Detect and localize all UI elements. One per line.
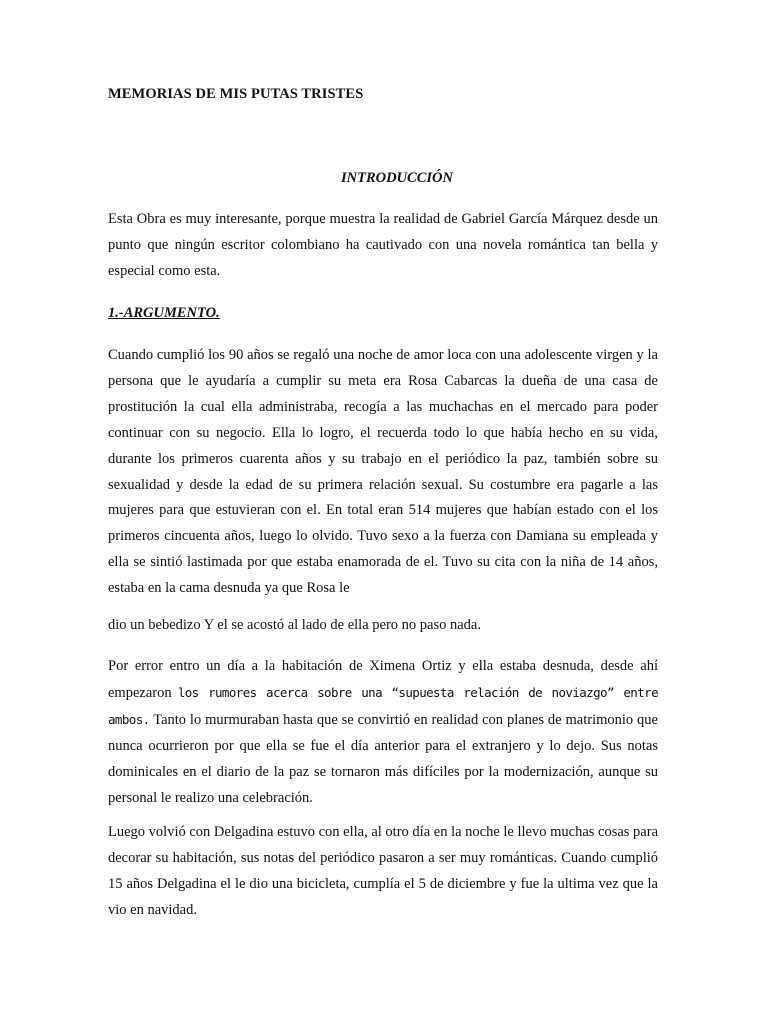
paragraph-3-end: Tanto lo murmuraban hasta que se convirtió en realidad con planes de matrimonio que nunca ocurrieron por que ella se fue el día anterior para el extranjero y lo dejo. Sus notas dominicales en el diario de la paz se tornaron más difíciles por la modernización, aunque su personal le realizo una celebración. [108, 711, 658, 806]
argument-paragraph-2: dio un bebedizo Y el se acostó al lado de ella pero no paso nada. [108, 617, 481, 633]
argument-paragraph-4: Luego volvió con Delgadina estuvo con ella, al otro día en la noche le llevo muchas cosas para decorar su habitación, sus notas del periódico pasaron a ser muy románticas. Cuando cumplió 15 años Delgadina el le dio una bicicleta, cumplía el 5 de diciembre y fue la ultima vez que la vio en navidad. [108, 824, 659, 918]
introduction-heading: INTRODUCCIÓN [341, 170, 453, 186]
argument-heading: 1.-ARGUMENTO. [108, 305, 220, 321]
document-title: MEMORIAS DE MIS PUTAS TRISTES [108, 86, 364, 102]
paragraph-3-start: Por error entro un día a la habitación de Ximena Ortiz y ella estaba desnuda, desde ahí empezaron [108, 658, 658, 701]
argument-paragraph-1: Cuando cumplió los 90 años se regaló una noche de amor loca con una adolescente virgen y la persona que le ayudaría a cumplir su meta era Rosa Cabarcas la dueña de una casa de prostitución la cual ella administraba, recogía a las muchachas en el mercado para poder continuar con su negocio. Ella lo logro, el recuerda todo lo que había hecho en su vida, durante los primeros cuarenta años y su trabajo en el periódico la paz, también sobre su sexualidad y desde la edad de su primera relación sexual. Su costumbre era pagarle a las mujeres para que estuvieran con el. En total eran 514 mujeres que habían estado con el los primeros cincuenta años, luego lo olvido. Tuvo sexo a la fuerza con Damiana su empleada y ella se sintió lastimada por que estaba enamorada de el. Tuvo su cita con la niña de 14 años, estaba en la cama desnuda ya que Rosa le [108, 347, 658, 597]
introduction-paragraph: Esta Obra es muy interesante, porque muestra la realidad de Gabriel García Márquez desde un punto que ningún escritor colombiano ha cautivado con una novela romántica tan bella y especial como esta. [108, 211, 658, 279]
argument-paragraph-3 [108, 654, 658, 811]
paragraph-3-alt-font-text: los rumores acerca sobre una “supuesta relación de noviazgo” entre ambos. [108, 684, 659, 727]
